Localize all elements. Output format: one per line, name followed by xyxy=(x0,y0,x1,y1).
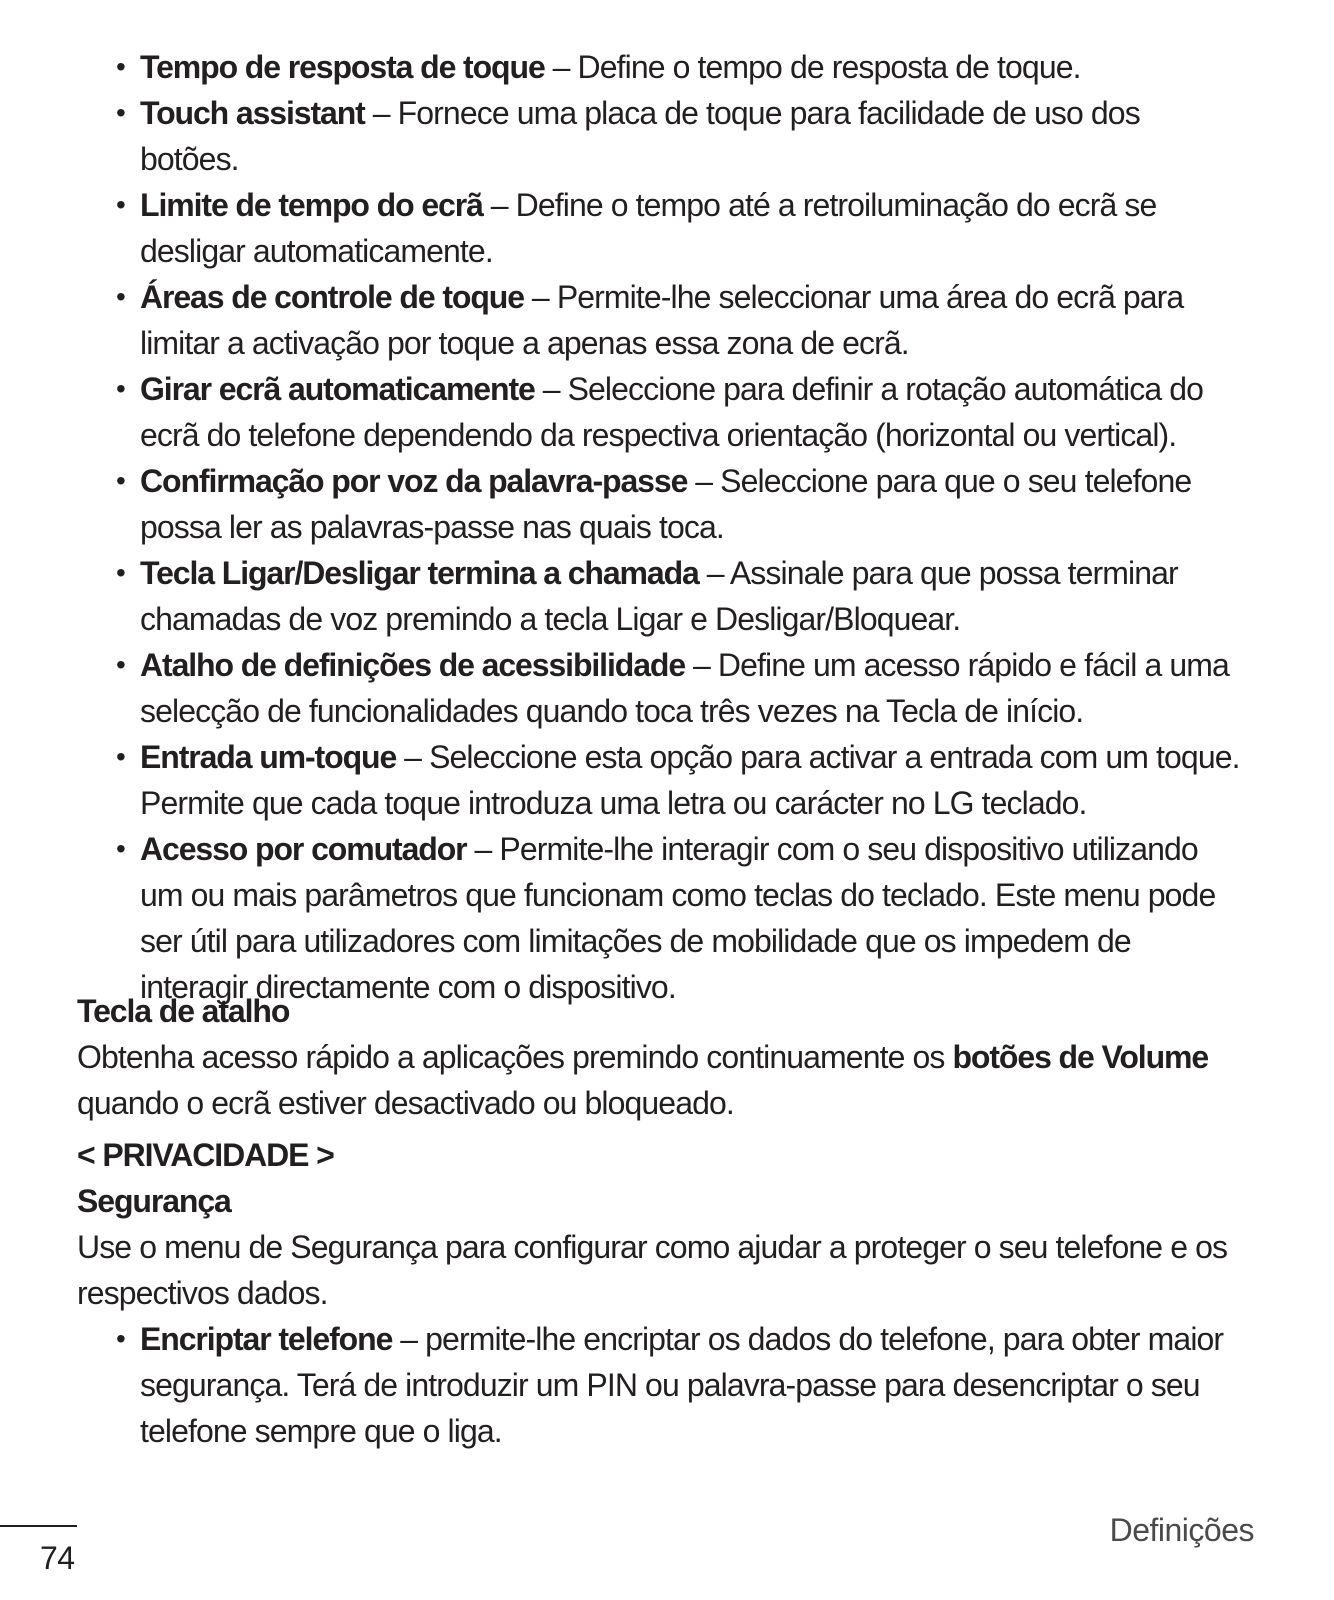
footer-section-name: Definições xyxy=(1109,1512,1254,1548)
shortcut-text-part: Obtenha acesso rápido a aplicações premindo continuamente os xyxy=(77,1039,953,1075)
option-term: Limite de tempo do ecrã xyxy=(140,187,483,223)
option-term: Girar ecrã automaticamente xyxy=(140,371,535,407)
bullet-icon: • xyxy=(116,281,125,312)
security-heading: Segurança xyxy=(77,1183,231,1219)
security-options-list xyxy=(0,1316,1334,1454)
bullet-icon: • xyxy=(116,51,125,82)
volume-buttons-term: botões de Volume xyxy=(952,1039,1209,1075)
accessibility-options-list xyxy=(0,44,1334,1010)
list-item xyxy=(0,458,1334,550)
option-term: Áreas de controle de toque xyxy=(140,279,524,315)
option-term: Atalho de definições de acessibilidade xyxy=(140,647,686,683)
bullet-icon: • xyxy=(116,649,125,680)
bullet-icon: • xyxy=(116,189,125,220)
list-item xyxy=(0,44,1334,90)
shortcut-text-part: quando o ecrã estiver desactivado ou bloqueado. xyxy=(77,1085,734,1121)
bullet-icon: • xyxy=(116,465,125,496)
option-description: – Fornece uma placa de toque para facilidade de uso dos botões. xyxy=(140,95,1140,177)
list-item xyxy=(0,550,1334,642)
shortcut-section xyxy=(77,988,1267,1126)
option-term: Tempo de resposta de toque xyxy=(140,49,545,85)
list-item xyxy=(0,642,1334,734)
list-item xyxy=(0,826,1334,1010)
bullet-icon: • xyxy=(116,741,125,772)
option-description: – Seleccione para que o seu telefone possa ler as palavras-passe nas quais toca. xyxy=(140,463,1192,545)
option-term: Encriptar telefone xyxy=(140,1321,393,1357)
list-item xyxy=(0,90,1334,182)
option-term: Touch assistant xyxy=(140,95,365,131)
bullet-icon: • xyxy=(116,1323,125,1354)
privacy-section xyxy=(77,1132,1267,1316)
option-term: Entrada um-toque xyxy=(140,739,397,775)
option-description: – Permite-lhe interagir com o seu dispositivo utilizando um ou mais parâmetros que funcionam como teclas do teclado. Este menu pode ser útil para utilizadores com limitações de mobilidade que os impedem de interagir directamente com o dispositivo. xyxy=(140,831,1216,1005)
list-item xyxy=(0,182,1334,274)
option-term: Acesso por comutador xyxy=(140,831,467,867)
option-description: – Permite-lhe seleccionar uma área do ecrã para limitar a activação por toque a apenas essa zona de ecrã. xyxy=(140,279,1184,361)
bullet-icon: • xyxy=(116,557,125,588)
list-item xyxy=(0,274,1334,366)
option-description: – Seleccione para definir a rotação automática do ecrã do telefone dependendo da respectiva orientação (horizontal ou vertical). xyxy=(140,371,1204,453)
list-item xyxy=(0,734,1334,826)
option-term: Confirmação por voz da palavra-passe xyxy=(140,463,688,499)
bullet-icon: • xyxy=(116,97,125,128)
privacy-section-title: < PRIVACIDADE > xyxy=(77,1137,334,1173)
shortcut-text xyxy=(77,1034,1267,1126)
page-number: 74 xyxy=(40,1540,75,1576)
list-item xyxy=(0,366,1334,458)
list-item xyxy=(0,1316,1334,1454)
shortcut-heading: Tecla de atalho xyxy=(77,993,290,1029)
bullet-icon: • xyxy=(116,373,125,404)
security-text: Use o menu de Segurança para configurar como ajudar a proteger o seu telefone e os respectivos dados. xyxy=(77,1229,1228,1311)
option-description: – Define um acesso rápido e fácil a uma selecção de funcionalidades quando toca três vezes na Tecla de início. xyxy=(140,647,1229,729)
option-description: – Seleccione esta opção para activar a entrada com um toque. Permite que cada toque introduza uma letra ou carácter no LG teclado. xyxy=(140,739,1240,821)
option-description: – Define o tempo até a retroiluminação do ecrã se desligar automaticamente. xyxy=(140,187,1157,269)
bullet-icon: • xyxy=(116,833,125,864)
option-description: – permite-lhe encriptar os dados do telefone, para obter maior segurança. Terá de introduzir um PIN ou palavra-passe para desencriptar o seu telefone sempre que o liga. xyxy=(140,1321,1224,1449)
option-description: – Assinale para que possa terminar chamadas de voz premindo a tecla Ligar e Desligar/Bloquear. xyxy=(140,555,1178,637)
option-description: – Define o tempo de resposta de toque. xyxy=(544,49,1081,85)
option-term: Tecla Ligar/Desligar termina a chamada xyxy=(140,555,699,591)
footer-divider xyxy=(0,1525,77,1527)
